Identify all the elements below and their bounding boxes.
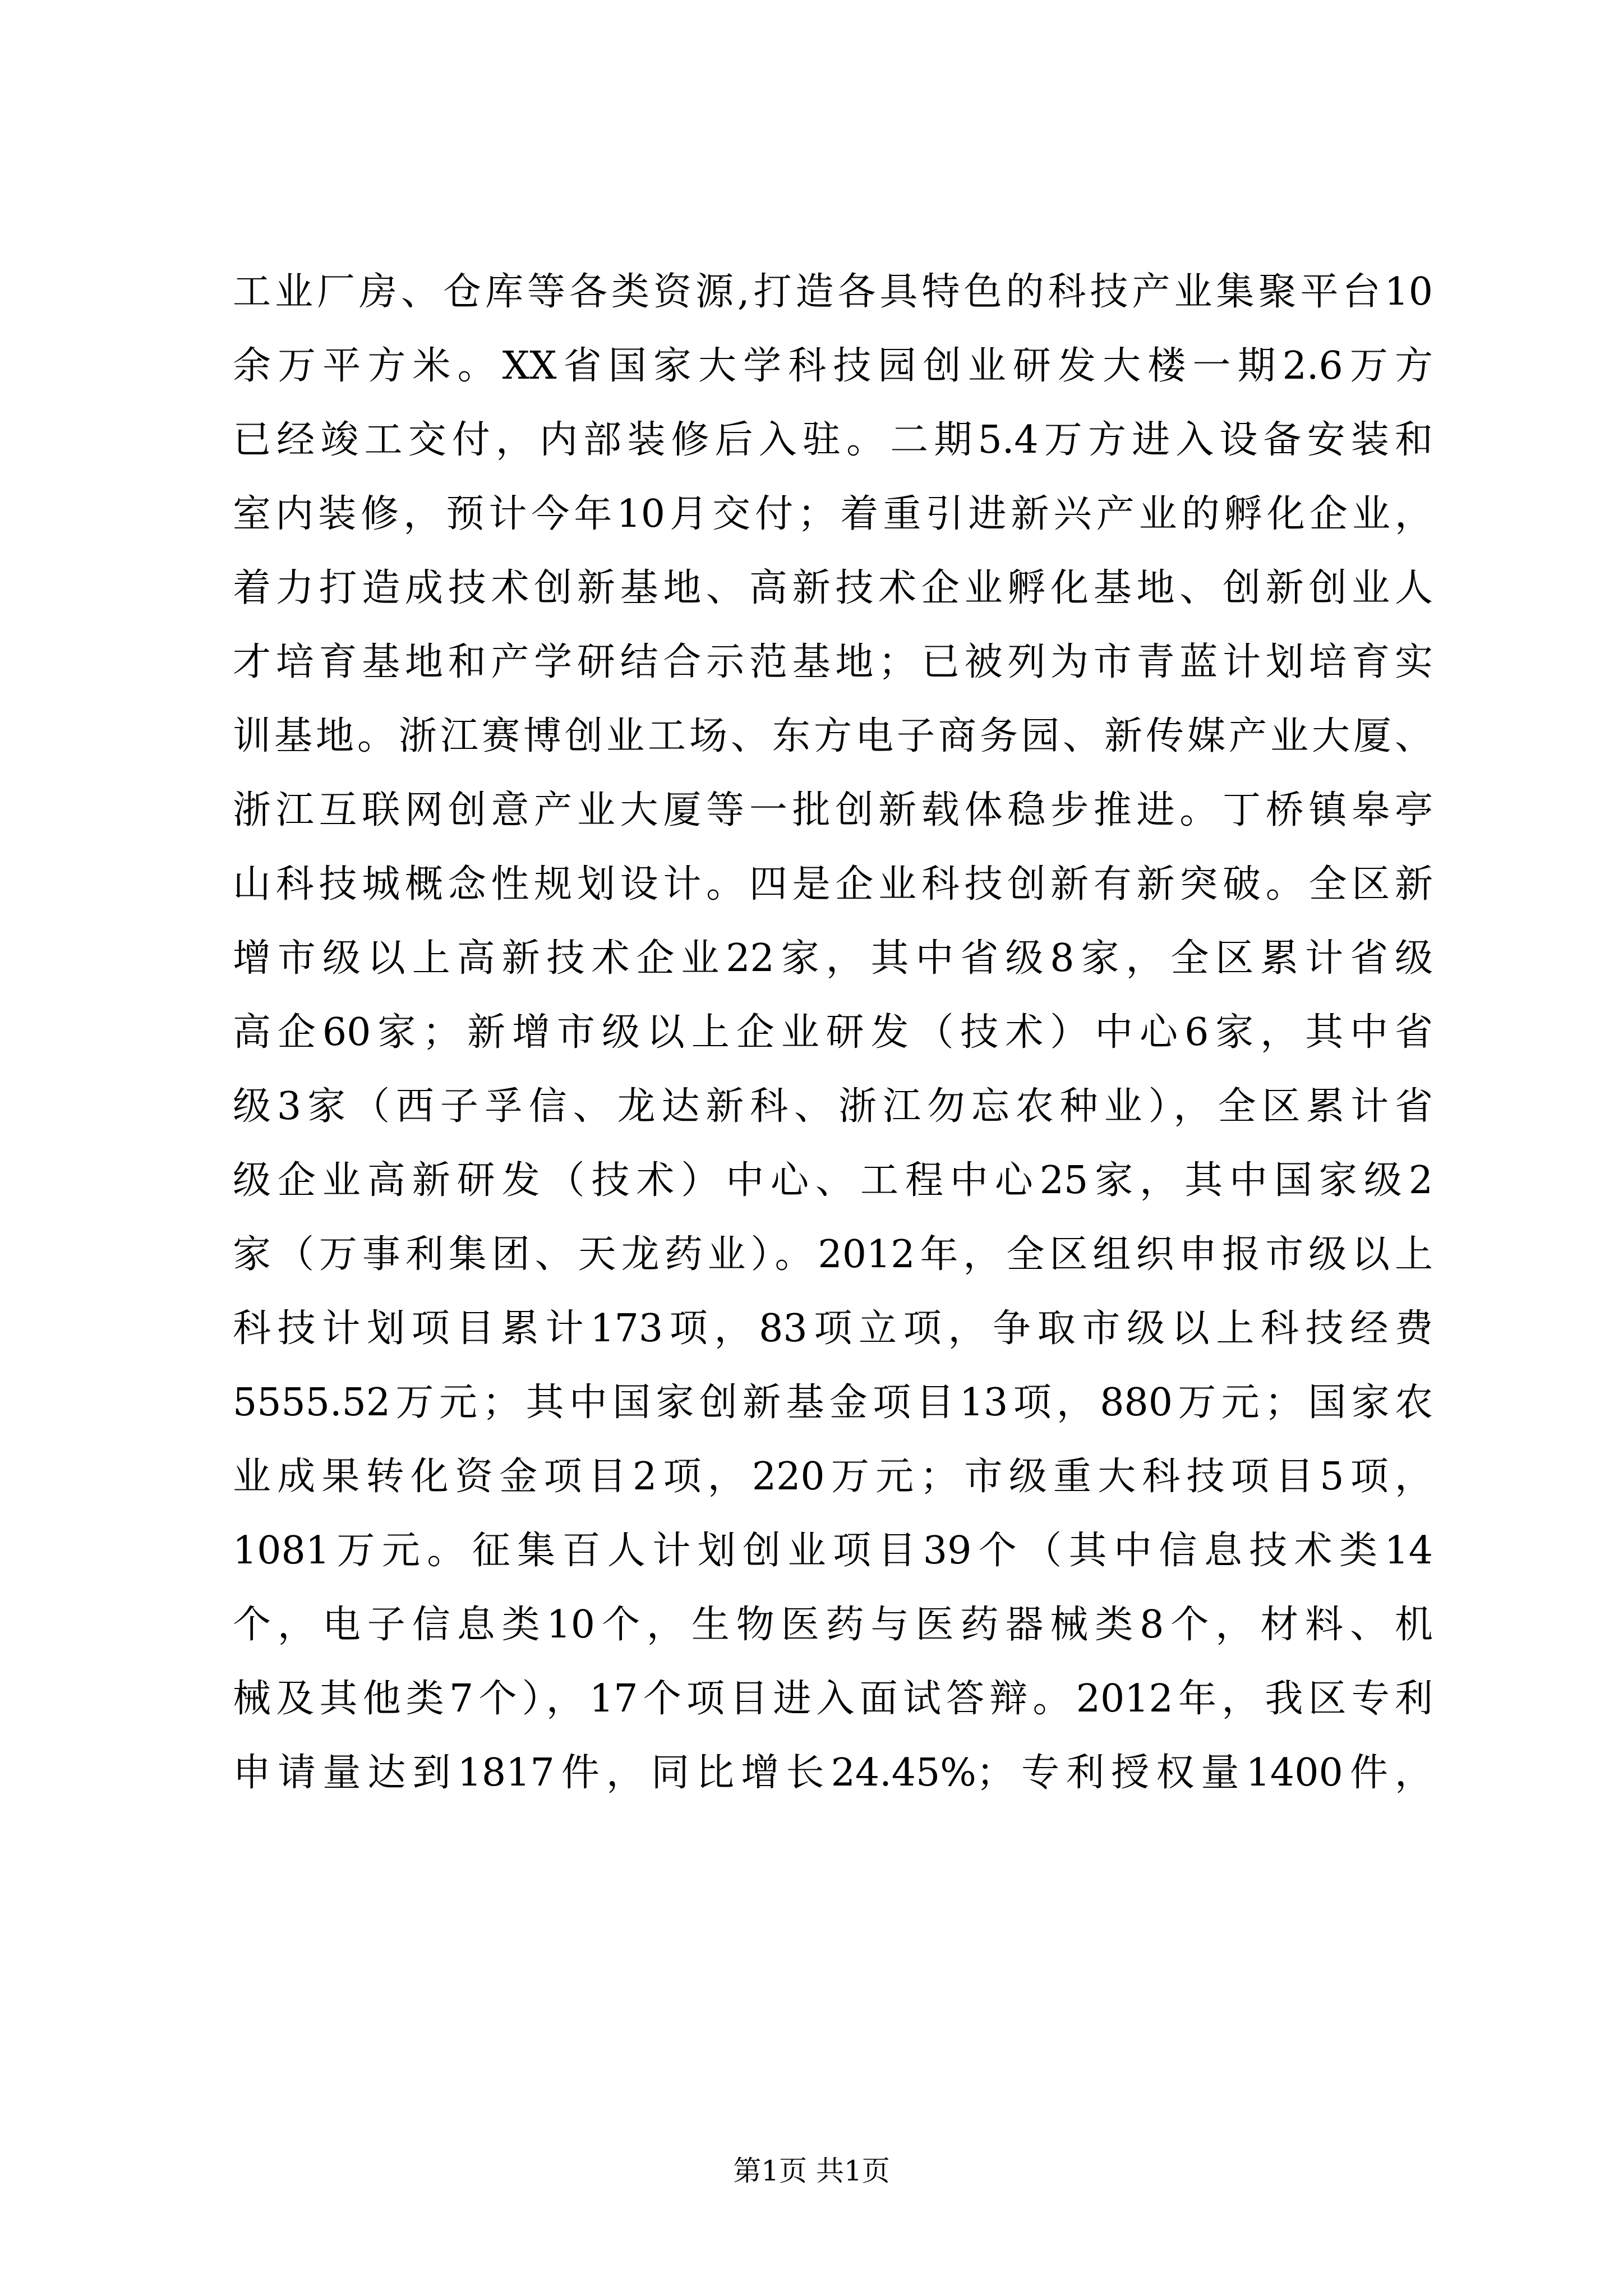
text-line: 级企业高新研发（技术）中心、工程中心25家，其中国家级2	[233, 1158, 1433, 1203]
text-line: 工业厂房、仓库等各类资源,打造各具特色的科技产业集聚平台10	[233, 270, 1433, 314]
text-line: 高企60家；新增市级以上企业研发（技术）中心6家，其中省	[233, 1010, 1433, 1055]
text-line: 械及其他类7个），17个项目进入面试答辩。2012年，我区专利	[233, 1677, 1433, 1721]
text-line: 室内装修，预计今年10月交付；着重引进新兴产业的孵化企业，	[233, 492, 1433, 536]
text-line: 训基地。浙江赛博创业工场、东方电子商务园、新传媒产业大厦、	[233, 714, 1433, 758]
text-line: 科技计划项目累计173项，83项立项，争取市级以上科技经费	[233, 1306, 1433, 1351]
page-footer: 第1页 共1页	[733, 2155, 890, 2187]
text-line: 1081万元。征集百人计划创业项目39个（其中信息技术类14	[233, 1529, 1433, 1573]
text-line: 级3家（西子孚信、龙达新科、浙江勿忘农种业），全区累计省	[233, 1084, 1433, 1129]
text-line: 着力打造成技术创新基地、高新技术企业孵化基地、创新创业人	[233, 566, 1433, 610]
text-line: 5555.52万元；其中国家创新基金项目13项，880万元；国家农	[233, 1381, 1433, 1425]
text-line: 已经竣工交付，内部装修后入驻。二期5.4万方进入设备安装和	[233, 418, 1433, 462]
text-line: 申请量达到1817件，同比增长24.45%；专利授权量1400件，	[233, 1751, 1433, 1795]
text-line: 余万平方米。XX省国家大学科技园创业研发大楼一期2.6万方	[233, 344, 1433, 388]
text-line: 个，电子信息类10个，生物医药与医药器械类8个，材料、机	[233, 1603, 1433, 1647]
body-paragraph	[233, 255, 1433, 1810]
text-line: 增市级以上高新技术企业22家，其中省级8家，全区累计省级	[233, 936, 1433, 981]
text-line: 山科技城概念性规划设计。四是企业科技创新有新突破。全区新	[233, 862, 1433, 907]
text-line: 才培育基地和产学研结合示范基地；已被列为市青蓝计划培育实	[233, 640, 1433, 684]
text-line: 业成果转化资金项目2项，220万元；市级重大科技项目5项，	[233, 1455, 1433, 1499]
text-line: 家（万事利集团、天龙药业）。2012年，全区组织申报市级以上	[233, 1232, 1433, 1277]
text-line: 浙江互联网创意产业大厦等一批创新载体稳步推进。丁桥镇皋亭	[233, 788, 1433, 832]
